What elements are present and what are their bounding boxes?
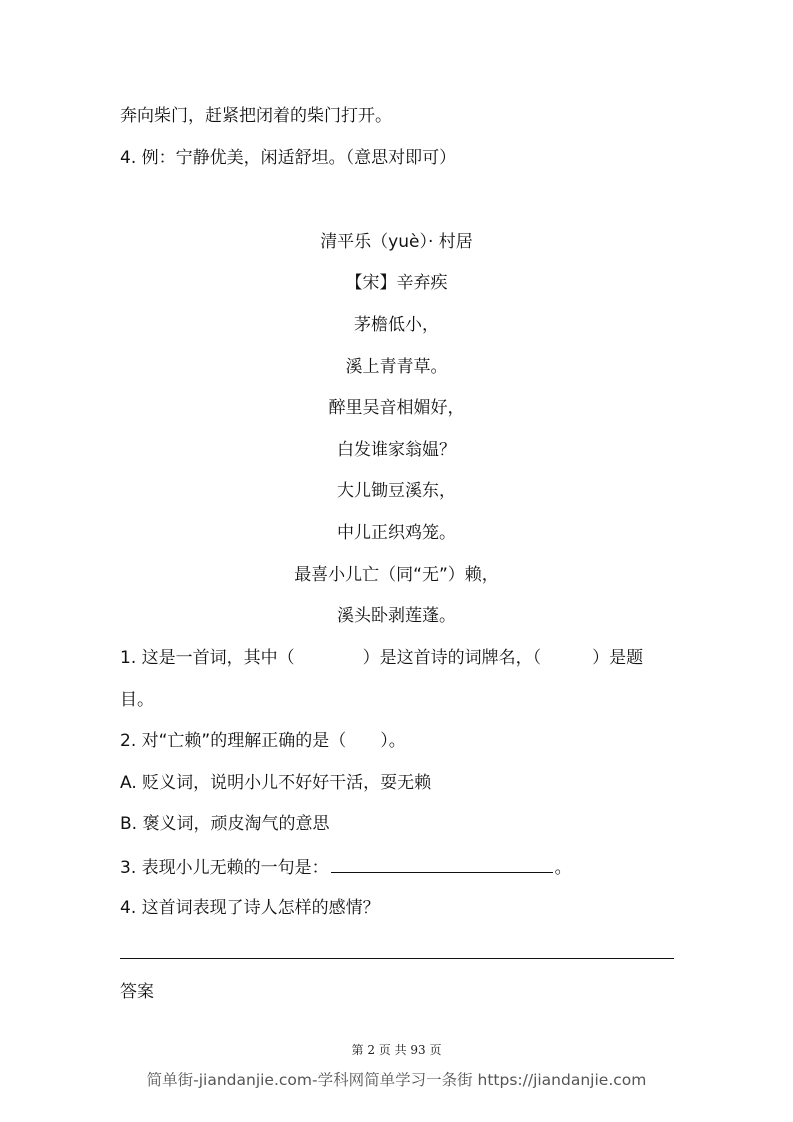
previous-answer-continuation: 奔向柴门，赶紧把闭着的柴门打开。 [120, 106, 392, 126]
question-1-continuation: 目。 [120, 690, 154, 710]
poem-line-6: 中儿正织鸡笼。 [337, 523, 456, 543]
question-2-option-b: B. 褒义词，顽皮淘气的意思 [120, 814, 330, 834]
poem-author: 【宋】辛弃疾 [345, 273, 448, 293]
page-number: 第 2 页 共 93 页 [351, 1043, 442, 1057]
question-2: 2. 对“亡赖”的理解正确的是（ ）。 [120, 731, 406, 751]
answer-blank [331, 854, 553, 873]
poem-line-2: 溪上青青草。 [345, 357, 448, 377]
previous-answer-4: 4. 例：宁静优美，闲适舒坦。（意思对即可） [120, 148, 457, 168]
question-3 [120, 854, 572, 880]
question-4: 4. 这首词表现了诗人怎样的感情？ [120, 898, 380, 918]
poem-line-5: 大儿锄豆溪东， [337, 481, 456, 501]
question-1: 1. 这是一首词，其中（ ）是这首诗的词牌名，（ ）是题 [120, 648, 644, 668]
poem-title: 清平乐（yuè）· 村居 [320, 232, 473, 252]
section-divider [120, 958, 674, 959]
poem-line-8: 溪头卧剥莲蓬。 [337, 606, 456, 626]
question-3-end: 。 [554, 858, 572, 878]
poem-line-7: 最喜小儿亡（同“无”）赖， [294, 565, 499, 585]
poem-line-3: 醉里吴音相媚好， [328, 398, 465, 418]
question-3-prompt: 3. 表现小儿无赖的一句是： [120, 858, 329, 878]
answer-heading: 答案 [120, 982, 154, 1002]
site-footer: 简单街-jiandanjie.com-学科网简单学习一条街 https://jiandanjie.com [146, 1071, 647, 1089]
poem-line-1: 茅檐低小， [354, 315, 439, 335]
poem-line-4: 白发谁家翁媪？ [337, 440, 456, 460]
question-2-option-a: A. 贬义词，说明小儿不好好干活，耍无赖 [120, 773, 432, 793]
